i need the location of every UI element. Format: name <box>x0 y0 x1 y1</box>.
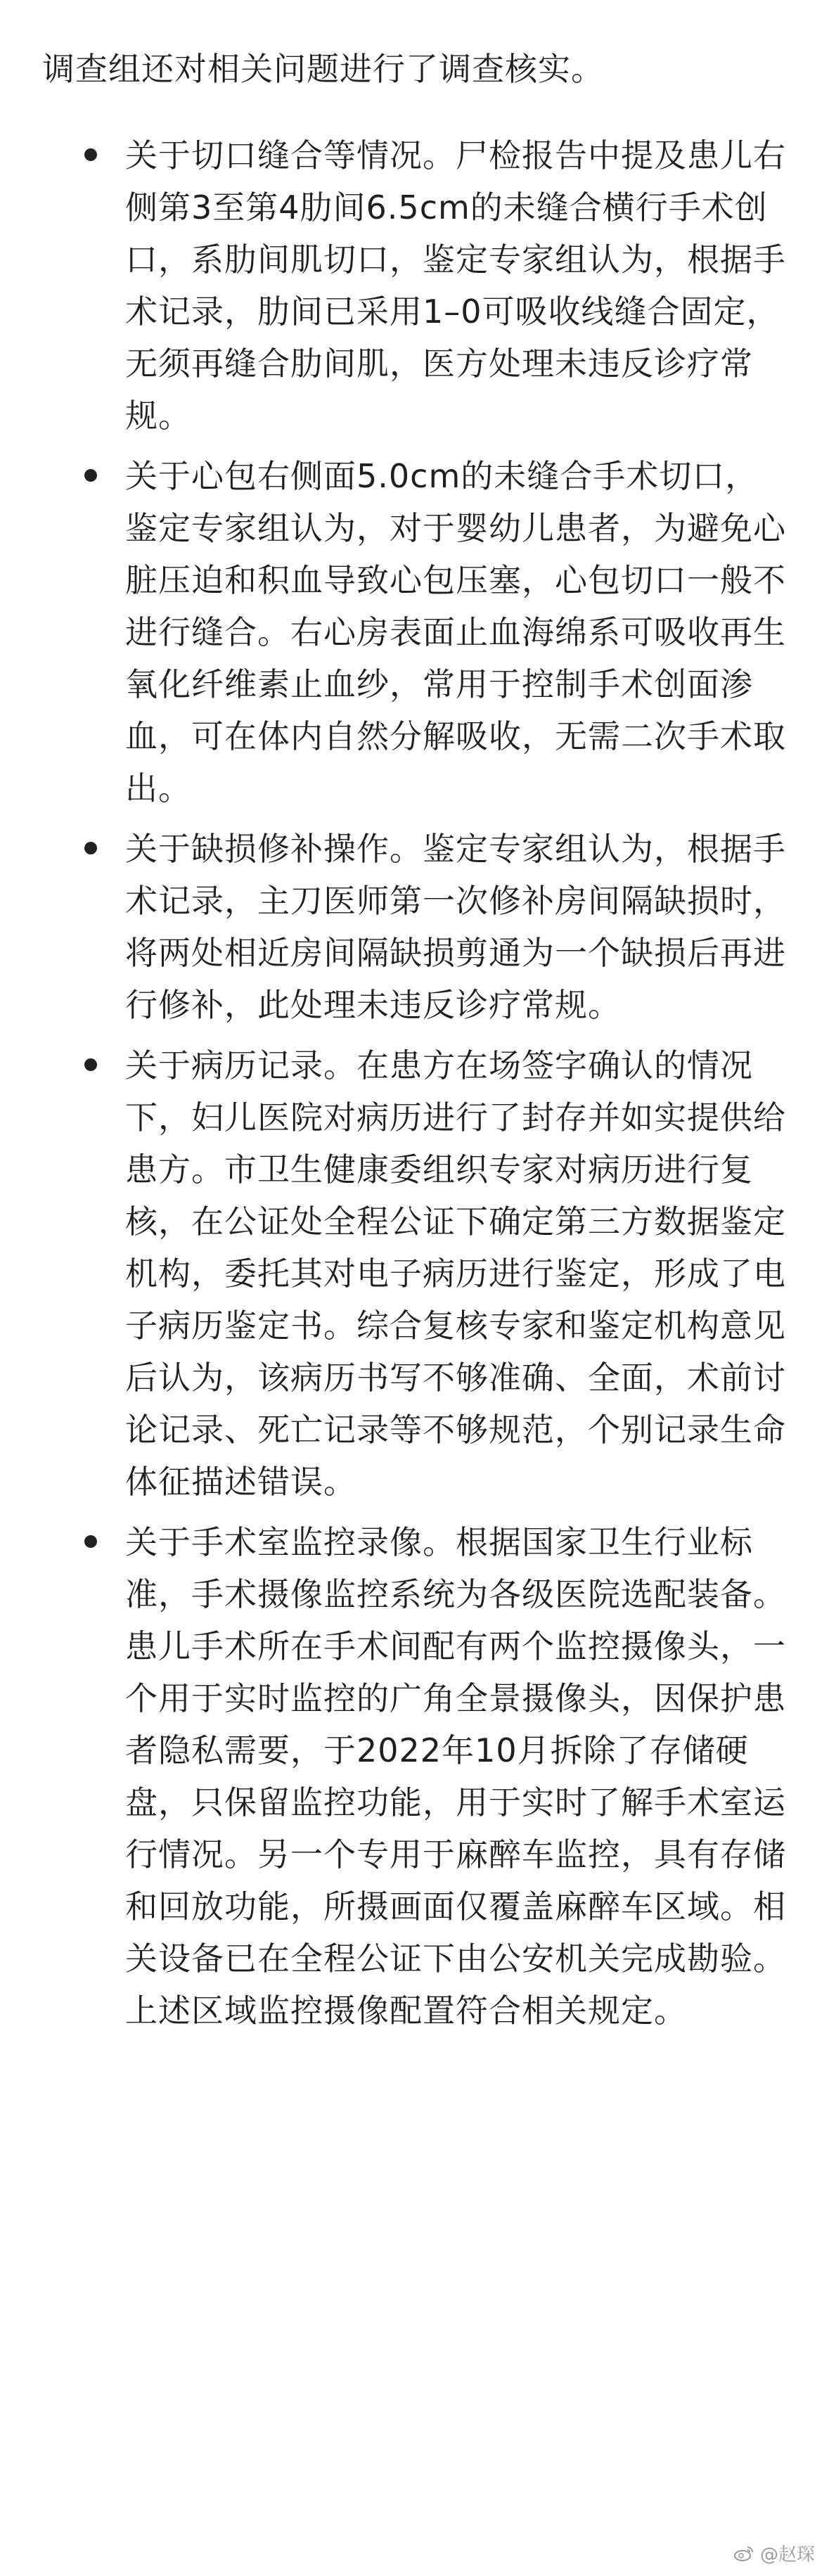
list-item <box>42 129 788 442</box>
list-item <box>42 823 788 1031</box>
bullet-dot <box>84 469 97 482</box>
intro-paragraph: 调查组还对相关问题进行了调查核实。 <box>42 50 604 88</box>
bullet-dot <box>84 842 97 854</box>
bullet-dot <box>84 1535 97 1548</box>
list-item-text: 关于切口缝合等情况。尸检报告中提及患儿右侧第3至第4肋间6.5cm的未缝合横行手术创口，系肋间肌切口，鉴定专家组认为，根据手术记录，肋间已采用1–0可吸收线缝合固定，无须再缝合肋间肌，医方处理未违反诊疗常规。 <box>125 136 786 435</box>
findings-list <box>42 129 788 2037</box>
list-item-text: 关于缺损修补操作。鉴定专家组认为，根据手术记录，主刀医师第一次修补房间隔缺损时，将两处相近房间隔缺损剪通为一个缺损后再进行修补，此处理未违反诊疗常规。 <box>125 830 786 1024</box>
list-item <box>42 1516 788 2037</box>
list-item <box>42 1039 788 1508</box>
bullet-dot <box>84 1058 97 1071</box>
weibo-icon <box>733 2545 754 2562</box>
list-item-text: 关于病历记录。在患方在场签字确认的情况下，妇儿医院对病历进行了封存并如实提供给患方。市卫生健康委组织专家对病历进行复核，在公证处全程公证下确定第三方数据鉴定机构，委托其对电子病历进行鉴定，形成了电子病历鉴定书。综合复核专家和鉴定机构意见后认为，该病历书写不够准确、全面，术前讨论记录、死亡记录等不够规范，个别记录生命体征描述错误。 <box>125 1046 786 1501</box>
article-body <box>42 42 788 2045</box>
list-item <box>42 450 788 814</box>
list-item-text: 关于心包右侧面5.0cm的未缝合手术切口，鉴定专家组认为，对于婴幼儿患者，为避免心脏压迫和积血导致心包压塞，心包切口一般不进行缝合。右心房表面止血海绵系可吸收再生氧化纤维素止血纱，常用于控制手术创面渗血，可在体内自然分解吸收，无需二次手术取出。 <box>125 457 786 807</box>
list-item-text: 关于手术室监控录像。根据国家卫生行业标准，手术摄像监控系统为各级医院选配装备。患儿手术所在手术间配有两个监控摄像头，一个用于实时监控的广角全景摄像头，因保护患者隐私需要，于2022年10月拆除了存储硬盘，只保留监控功能，用于实时了解手术室运行情况。另一个专用于麻醉车监控，具有存储和回放功能，所摄画面仅覆盖麻醉车区域。相关设备已在全程公证下由公安机关完成勘验。上述区域监控摄像配置符合相关规定。 <box>125 1523 786 2030</box>
bullet-dot <box>84 148 97 161</box>
watermark <box>733 2540 815 2566</box>
watermark-text: @赵琛 <box>759 2544 815 2565</box>
